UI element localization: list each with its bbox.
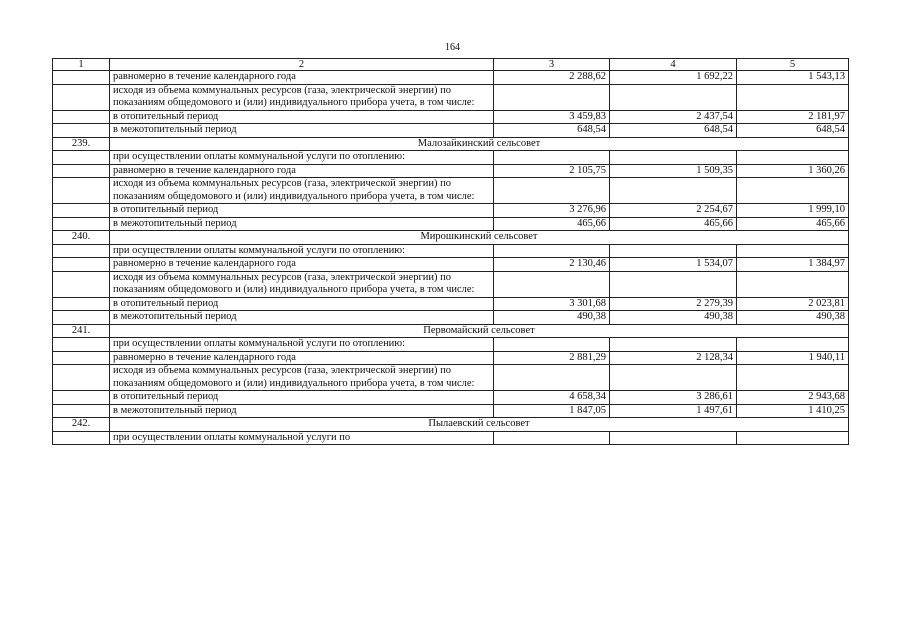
value-cell-empty: [494, 431, 610, 445]
value-cell-empty: [494, 244, 610, 258]
value-cell-empty: [610, 365, 737, 391]
subheading-row: [53, 84, 849, 110]
index-cell-empty: [53, 217, 110, 231]
table-row: [53, 391, 849, 405]
index-cell-empty: [53, 338, 110, 352]
value-col-3: 465,66: [494, 217, 610, 231]
row-label: равномерно в течение календарного года: [110, 351, 494, 365]
column-header-3: 3: [494, 59, 610, 71]
value-col-5: 465,66: [737, 217, 849, 231]
section-row: [53, 231, 849, 245]
index-cell-empty: [53, 204, 110, 218]
row-label: исходя из объема коммунальных ресурсов (газа, электрической энергии) по показаниям общедомового и (или) индивидуального прибора учета, в том числе:: [110, 365, 494, 391]
value-col-5: 2 943,68: [737, 391, 849, 405]
value-col-4: 465,66: [610, 217, 737, 231]
value-cell-empty: [494, 151, 610, 165]
subheading-row: [53, 244, 849, 258]
value-col-3: 2 881,29: [494, 351, 610, 365]
index-cell-empty: [53, 178, 110, 204]
row-label: в отопительный период: [110, 297, 494, 311]
value-cell-empty: [737, 151, 849, 165]
value-col-3: 2 105,75: [494, 164, 610, 178]
value-col-3: 2 288,62: [494, 71, 610, 85]
section-title: Мирошкинский сельсовет: [110, 231, 849, 245]
column-header-4: 4: [610, 59, 737, 71]
value-col-4: 2 279,39: [610, 297, 737, 311]
index-cell-empty: [53, 71, 110, 85]
value-col-3: 648,54: [494, 124, 610, 138]
table-row: [53, 110, 849, 124]
index-cell-empty: [53, 311, 110, 325]
row-label: равномерно в течение календарного года: [110, 164, 494, 178]
row-label: равномерно в течение календарного года: [110, 258, 494, 272]
value-col-4: 2 437,54: [610, 110, 737, 124]
table-row: [53, 351, 849, 365]
value-cell-empty: [610, 271, 737, 297]
row-label: исходя из объема коммунальных ресурсов (газа, электрической энергии) по показаниям общедомового и (или) индивидуального прибора учета, в том числе:: [110, 271, 494, 297]
subheading-row: [53, 178, 849, 204]
section-row: [53, 137, 849, 151]
table-row: [53, 204, 849, 218]
table-row: [53, 71, 849, 85]
value-cell-empty: [737, 431, 849, 445]
section-row: [53, 324, 849, 338]
value-col-4: 1 534,07: [610, 258, 737, 272]
subheading-row: [53, 338, 849, 352]
row-label: в межотопительный период: [110, 311, 494, 325]
index-cell-empty: [53, 351, 110, 365]
subheading-row: [53, 271, 849, 297]
row-label: в межотопительный период: [110, 404, 494, 418]
row-label: исходя из объема коммунальных ресурсов (газа, электрической энергии) по показаниям общедомового и (или) индивидуального прибора учета, в том числе:: [110, 84, 494, 110]
value-col-4: 3 286,61: [610, 391, 737, 405]
value-col-4: 2 128,34: [610, 351, 737, 365]
value-col-4: 648,54: [610, 124, 737, 138]
index-cell-empty: [53, 365, 110, 391]
table-row: [53, 258, 849, 272]
value-col-5: 1 410,25: [737, 404, 849, 418]
value-col-3: 490,38: [494, 311, 610, 325]
value-col-3: 3 301,68: [494, 297, 610, 311]
index-cell-empty: [53, 164, 110, 178]
table-row: [53, 164, 849, 178]
value-cell-empty: [737, 178, 849, 204]
table-row: [53, 217, 849, 231]
value-cell-empty: [610, 431, 737, 445]
value-col-5: 1 999,10: [737, 204, 849, 218]
table-row: [53, 124, 849, 138]
value-col-5: 1 940,11: [737, 351, 849, 365]
page-number: 164: [445, 42, 460, 53]
table-row: [53, 297, 849, 311]
value-col-5: 1 384,97: [737, 258, 849, 272]
index-cell-empty: [53, 244, 110, 258]
subheading-row: [53, 151, 849, 165]
value-col-4: 2 254,67: [610, 204, 737, 218]
value-cell-empty: [494, 84, 610, 110]
value-col-5: 1 360,26: [737, 164, 849, 178]
row-label: равномерно в течение календарного года: [110, 71, 494, 85]
section-number: 241.: [53, 324, 110, 338]
column-header-5: 5: [737, 59, 849, 71]
value-cell-empty: [610, 338, 737, 352]
column-header-1: 1: [53, 59, 110, 71]
index-cell-empty: [53, 271, 110, 297]
value-col-4: 1 692,22: [610, 71, 737, 85]
table-row: [53, 311, 849, 325]
value-col-3: 4 658,34: [494, 391, 610, 405]
section-title: Первомайский сельсовет: [110, 324, 849, 338]
value-cell-empty: [610, 84, 737, 110]
value-cell-empty: [610, 151, 737, 165]
row-label: при осуществлении оплаты коммунальной услуги по отоплению:: [110, 151, 494, 165]
index-cell-empty: [53, 124, 110, 138]
value-col-5: 490,38: [737, 311, 849, 325]
index-cell-empty: [53, 404, 110, 418]
value-col-4: 1 497,61: [610, 404, 737, 418]
index-cell-empty: [53, 84, 110, 110]
index-cell-empty: [53, 297, 110, 311]
section-title: Малозайкинский сельсовет: [110, 137, 849, 151]
column-number-header-row: [53, 59, 849, 71]
value-col-4: 1 509,35: [610, 164, 737, 178]
value-col-4: 490,38: [610, 311, 737, 325]
value-cell-empty: [494, 178, 610, 204]
index-cell-empty: [53, 110, 110, 124]
row-label: при осуществлении оплаты коммунальной услуги по: [110, 431, 494, 445]
value-cell-empty: [494, 365, 610, 391]
column-header-2: 2: [110, 59, 494, 71]
index-cell-empty: [53, 258, 110, 272]
subheading-row: [53, 431, 849, 445]
value-col-3: 3 276,96: [494, 204, 610, 218]
tariff-table: [52, 58, 849, 445]
index-cell-empty: [53, 431, 110, 445]
value-col-3: 3 459,83: [494, 110, 610, 124]
row-label: в отопительный период: [110, 110, 494, 124]
row-label: при осуществлении оплаты коммунальной услуги по отоплению:: [110, 338, 494, 352]
section-number: 242.: [53, 418, 110, 432]
value-col-3: 1 847,05: [494, 404, 610, 418]
value-col-5: 1 543,13: [737, 71, 849, 85]
value-cell-empty: [494, 271, 610, 297]
row-label: в межотопительный период: [110, 217, 494, 231]
value-cell-empty: [610, 244, 737, 258]
section-number: 239.: [53, 137, 110, 151]
row-label: при осуществлении оплаты коммунальной услуги по отоплению:: [110, 244, 494, 258]
row-label: в отопительный период: [110, 391, 494, 405]
section-title: Пылаевский сельсовет: [110, 418, 849, 432]
index-cell-empty: [53, 391, 110, 405]
value-cell-empty: [737, 271, 849, 297]
table-row: [53, 404, 849, 418]
value-col-5: 2 181,97: [737, 110, 849, 124]
row-label: в межотопительный период: [110, 124, 494, 138]
section-row: [53, 418, 849, 432]
value-cell-empty: [494, 338, 610, 352]
value-cell-empty: [737, 365, 849, 391]
value-cell-empty: [610, 178, 737, 204]
row-label: в отопительный период: [110, 204, 494, 218]
value-col-5: 648,54: [737, 124, 849, 138]
section-number: 240.: [53, 231, 110, 245]
index-cell-empty: [53, 151, 110, 165]
value-cell-empty: [737, 84, 849, 110]
value-cell-empty: [737, 244, 849, 258]
row-label: исходя из объема коммунальных ресурсов (газа, электрической энергии) по показаниям общедомового и (или) индивидуального прибора учета, в том числе:: [110, 178, 494, 204]
value-col-5: 2 023,81: [737, 297, 849, 311]
value-col-3: 2 130,46: [494, 258, 610, 272]
value-cell-empty: [737, 338, 849, 352]
subheading-row: [53, 365, 849, 391]
